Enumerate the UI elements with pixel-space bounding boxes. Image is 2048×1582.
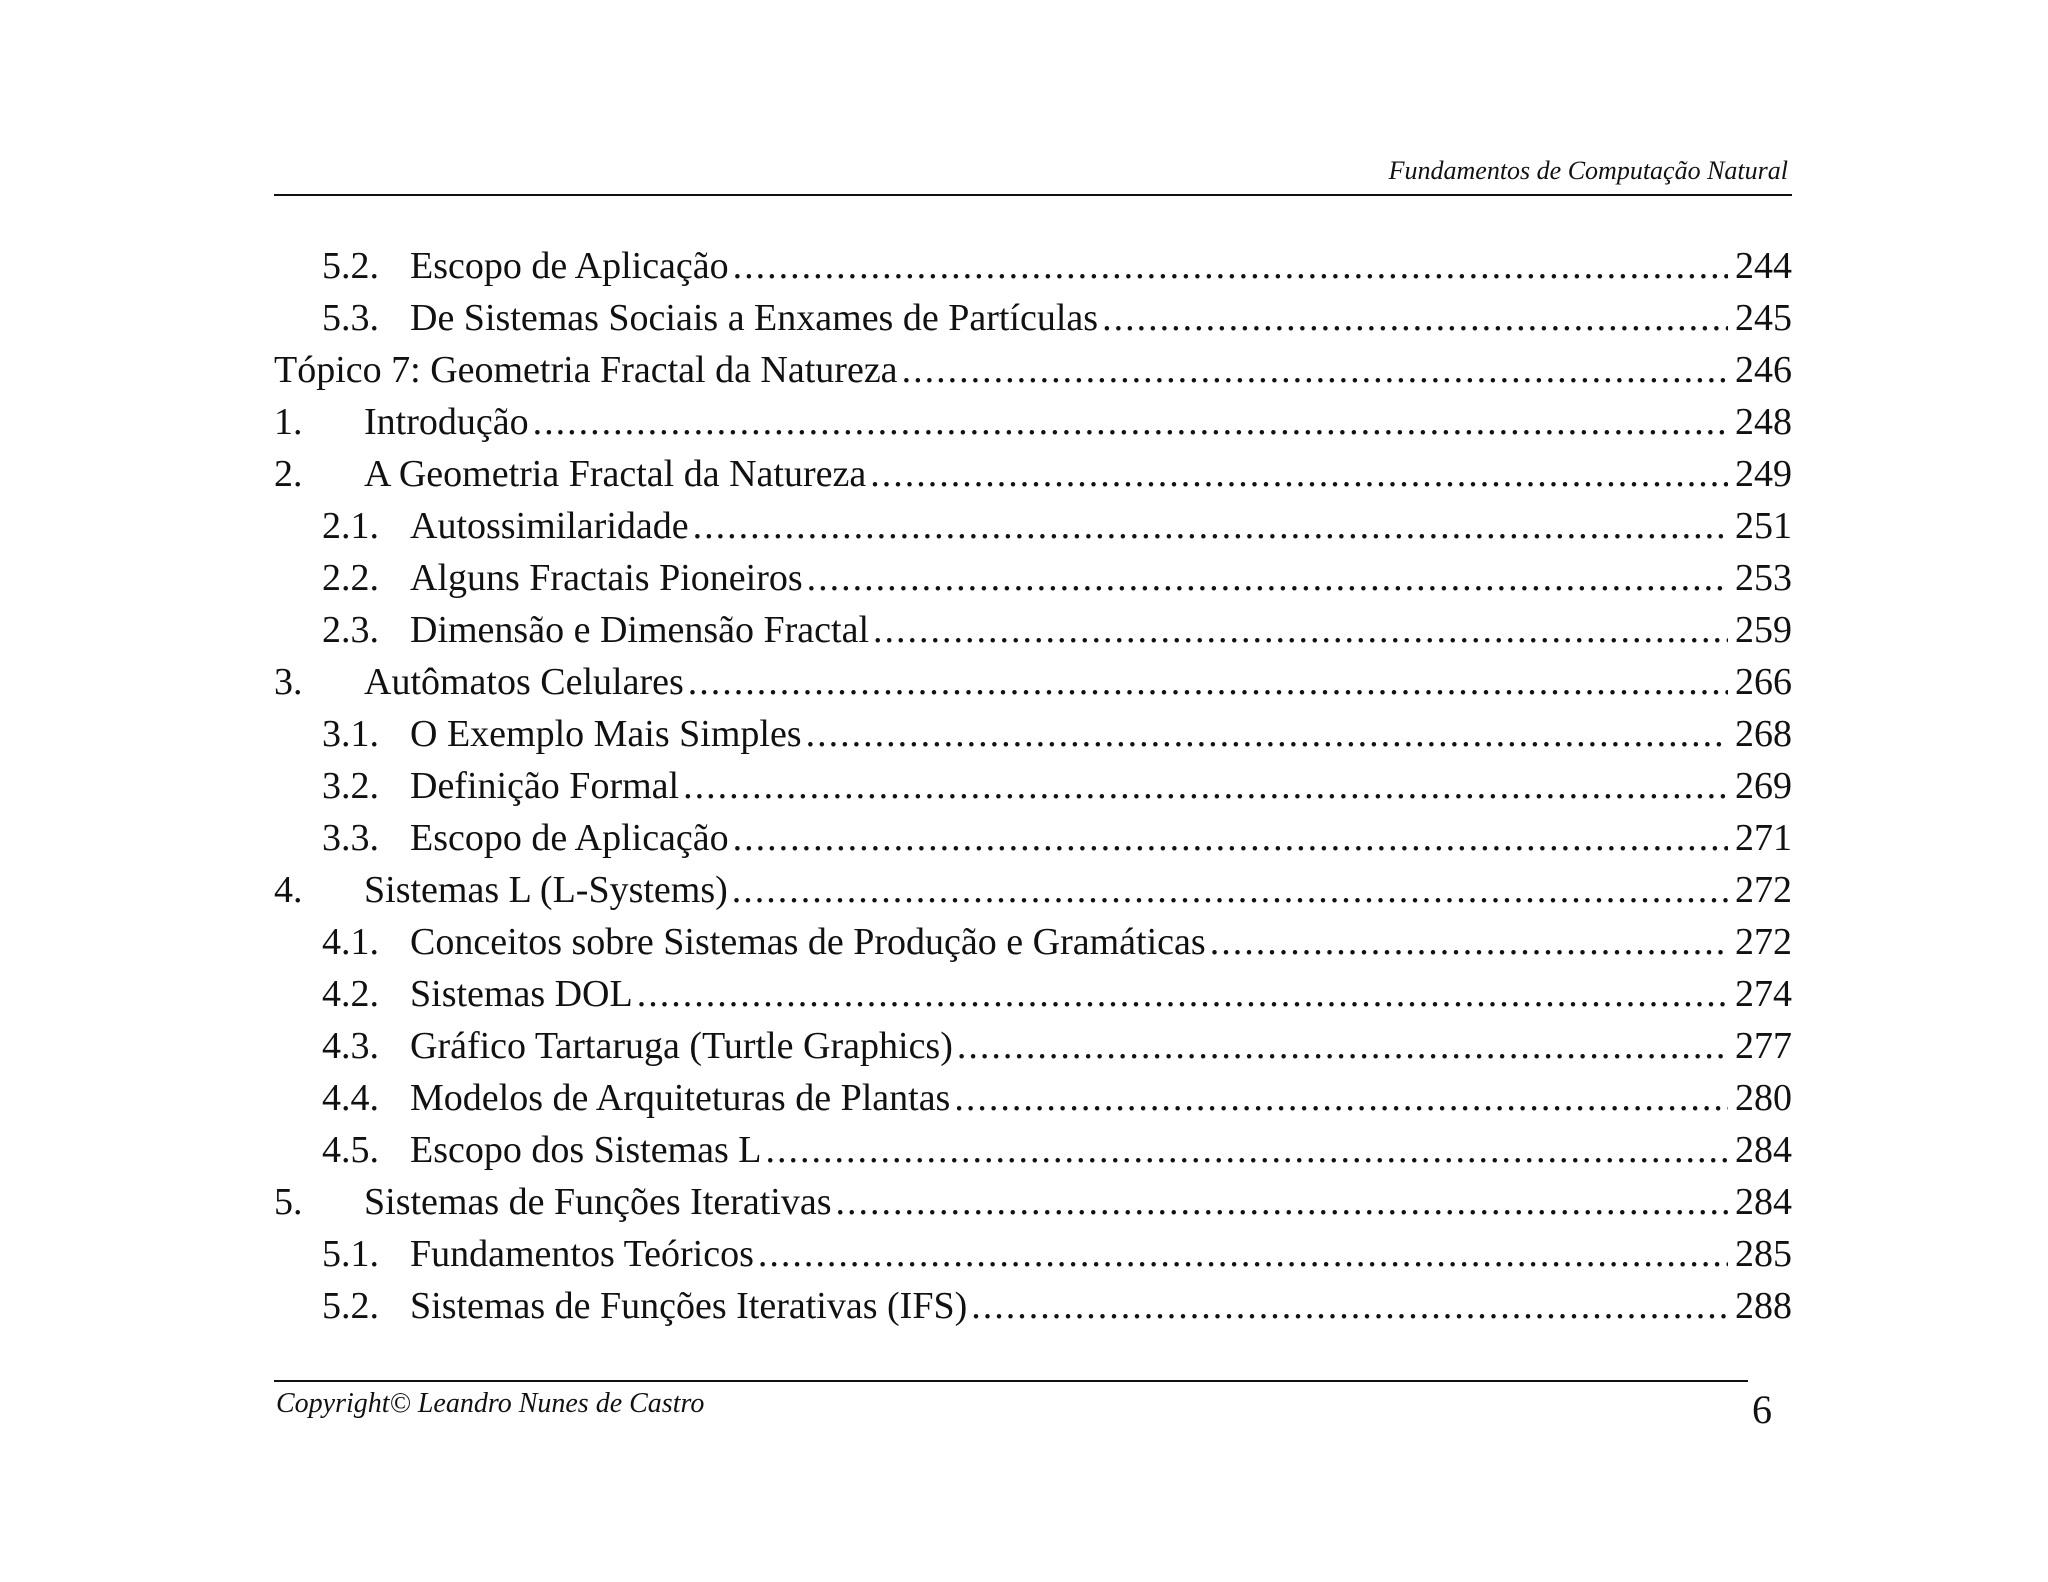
toc-entry-number: 3.2. — [322, 765, 379, 807]
toc-entry-number: 3.3. — [322, 817, 379, 859]
toc-leader-dots — [693, 500, 1728, 552]
toc-leader-dots — [765, 1124, 1728, 1176]
toc-leader-dots — [1210, 916, 1728, 968]
toc-entry — [274, 1280, 1792, 1332]
toc-entry-number: 5.3. — [322, 297, 379, 339]
toc-entry — [274, 760, 1792, 812]
toc-entry — [274, 916, 1792, 968]
toc-entry — [274, 552, 1792, 604]
toc-entry-number: 5. — [274, 1181, 303, 1223]
toc-entry-page: 259 — [1735, 609, 1792, 651]
footer-divider — [274, 1380, 1748, 1382]
toc-entry-number: 4.5. — [322, 1129, 379, 1171]
running-header — [274, 154, 1792, 196]
toc-entry-title: A Geometria Fractal da Natureza — [364, 453, 867, 495]
toc-entry — [274, 864, 1792, 916]
toc-entry-page: 272 — [1735, 869, 1792, 911]
toc-entry-title: Sistemas de Funções Iterativas — [364, 1181, 832, 1223]
toc-entry-page: 269 — [1735, 765, 1792, 807]
toc-entry-page: 288 — [1735, 1285, 1792, 1327]
toc-leader-dots — [957, 1020, 1728, 1072]
toc-entry — [274, 656, 1792, 708]
toc-entry-title: Gráfico Tartaruga (Turtle Graphics) — [410, 1025, 953, 1067]
toc-entry-page: 274 — [1735, 973, 1792, 1015]
toc-entry — [274, 1228, 1792, 1280]
toc-entry-title: Conceitos sobre Sistemas de Produção e Gramáticas — [410, 921, 1206, 963]
toc-leader-dots — [758, 1228, 1728, 1280]
table-of-contents — [274, 240, 1792, 1332]
toc-entry-number: 3.1. — [322, 713, 379, 755]
toc-entry-number: 4.1. — [322, 921, 379, 963]
toc-entry-number: 5.1. — [322, 1233, 379, 1275]
toc-entry-page: 253 — [1735, 557, 1792, 599]
toc-entry-title: Tópico 7: Geometria Fractal da Natureza — [274, 349, 898, 391]
toc-entry-title: Definição Formal — [410, 765, 680, 807]
toc-entry — [274, 240, 1792, 292]
toc-entry-page: 271 — [1735, 817, 1792, 859]
toc-entry-page: 280 — [1735, 1077, 1792, 1119]
toc-entry-page: 245 — [1735, 297, 1792, 339]
toc-entry — [274, 344, 1792, 396]
toc-entry-title: Modelos de Arquiteturas de Plantas — [410, 1077, 951, 1119]
toc-entry-page: 285 — [1735, 1233, 1792, 1275]
toc-entry-number: 2.1. — [322, 505, 379, 547]
toc-entry-number: 2.2. — [322, 557, 379, 599]
toc-entry-title: Fundamentos Teóricos — [410, 1233, 754, 1275]
toc-entry-page: 266 — [1735, 661, 1792, 703]
toc-entry-title: Sistemas L (L-Systems) — [364, 869, 728, 911]
toc-leader-dots — [971, 1280, 1728, 1332]
toc-entry-number: 4.2. — [322, 973, 379, 1015]
toc-entry-number: 4.4. — [322, 1077, 379, 1119]
toc-entry-title: Sistemas DOL — [410, 973, 633, 1015]
toc-entry — [274, 812, 1792, 864]
toc-entry-page: 277 — [1735, 1025, 1792, 1067]
toc-leader-dots — [806, 708, 1728, 760]
toc-leader-dots — [902, 344, 1728, 396]
page-number: 6 — [1752, 1387, 1772, 1432]
toc-leader-dots — [873, 604, 1728, 656]
toc-entry-title: Introdução — [364, 401, 529, 443]
footer-copyright: Copyright© Leandro Nunes de Castro — [276, 1388, 705, 1419]
toc-entry-title: Alguns Fractais Pioneiros — [410, 557, 803, 599]
toc-entry — [274, 968, 1792, 1020]
toc-entry-title: O Exemplo Mais Simples — [410, 713, 802, 755]
toc-leader-dots — [954, 1072, 1728, 1124]
toc-entry — [274, 292, 1792, 344]
toc-entry — [274, 1124, 1792, 1176]
toc-entry-title: Autossimilaridade — [410, 505, 689, 547]
toc-leader-dots — [683, 760, 1728, 812]
toc-entry-title: De Sistemas Sociais a Enxames de Partículas — [410, 297, 1099, 339]
toc-entry-page: 268 — [1735, 713, 1792, 755]
toc-entry-number: 2. — [274, 453, 303, 495]
toc-entry-page: 248 — [1735, 401, 1792, 443]
toc-leader-dots — [637, 968, 1728, 1020]
toc-entry — [274, 1176, 1792, 1228]
toc-leader-dots — [870, 448, 1728, 500]
toc-entry-page: 249 — [1735, 453, 1792, 495]
toc-entry-page: 244 — [1735, 245, 1792, 287]
toc-entry-page: 246 — [1735, 349, 1792, 391]
toc-leader-dots — [836, 1176, 1728, 1228]
toc-leader-dots — [732, 864, 1728, 916]
toc-leader-dots — [688, 656, 1728, 708]
toc-entry-title: Autômatos Celulares — [364, 661, 684, 703]
toc-entry-number: 4. — [274, 869, 303, 911]
toc-entry-number: 1. — [274, 401, 303, 443]
toc-entry — [274, 396, 1792, 448]
toc-entry — [274, 1072, 1792, 1124]
header-title: Fundamentos de Computação Natural — [1388, 156, 1788, 185]
toc-entry-title: Dimensão e Dimensão Fractal — [410, 609, 870, 651]
toc-leader-dots — [1102, 292, 1728, 344]
toc-entry-number: 5.2. — [322, 1285, 379, 1327]
toc-entry — [274, 1020, 1792, 1072]
toc-entry-page: 272 — [1735, 921, 1792, 963]
toc-entry-title: Escopo de Aplicação — [410, 817, 729, 859]
toc-entry-page: 251 — [1735, 505, 1792, 547]
toc-leader-dots — [533, 396, 1728, 448]
toc-entry — [274, 448, 1792, 500]
toc-entry-number: 5.2. — [322, 245, 379, 287]
toc-entry-page: 284 — [1735, 1129, 1792, 1171]
toc-entry-title: Sistemas de Funções Iterativas (IFS) — [410, 1285, 968, 1327]
toc-entry-number: 4.3. — [322, 1025, 379, 1067]
toc-entry-title: Escopo de Aplicação — [410, 245, 729, 287]
toc-entry-number: 3. — [274, 661, 303, 703]
toc-entry-page: 284 — [1735, 1181, 1792, 1223]
toc-leader-dots — [733, 812, 1728, 864]
toc-entry-title: Escopo dos Sistemas L — [410, 1129, 762, 1171]
toc-entry — [274, 604, 1792, 656]
toc-entry — [274, 708, 1792, 760]
toc-entry-number: 2.3. — [322, 609, 379, 651]
toc-entry — [274, 500, 1792, 552]
toc-leader-dots — [733, 240, 1728, 292]
toc-leader-dots — [807, 552, 1728, 604]
